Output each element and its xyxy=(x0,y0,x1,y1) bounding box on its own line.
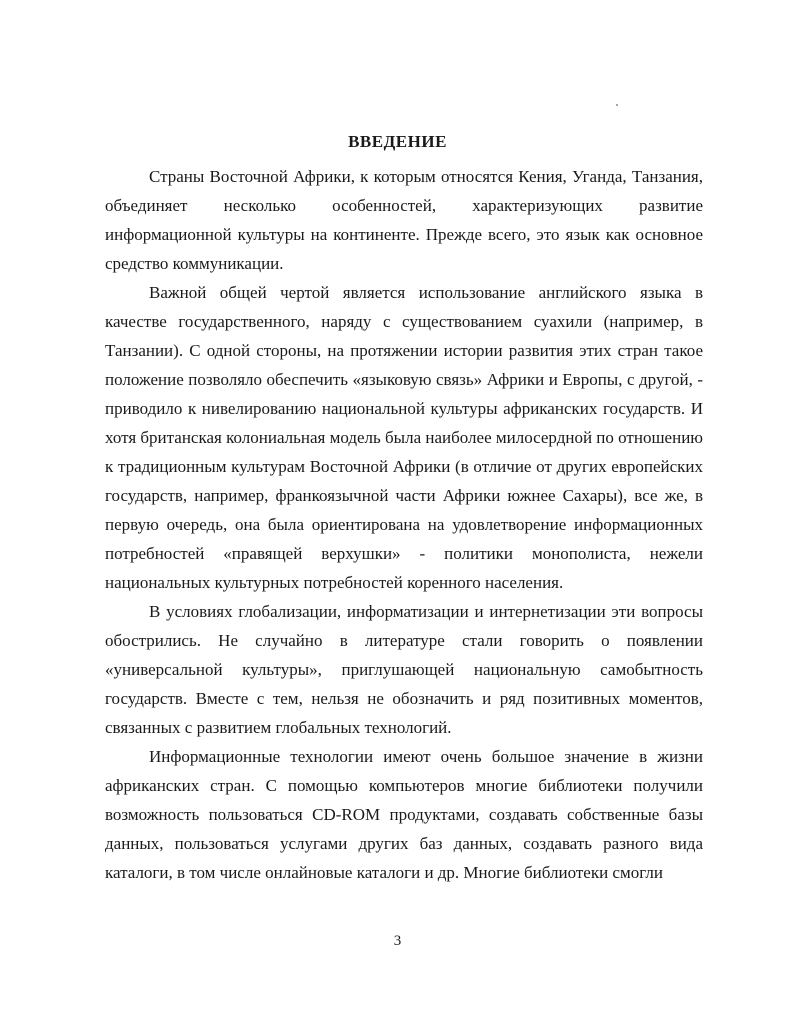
paragraph-2: Важной общей чертой является использование английского языка в качестве государственного, наряду с существованием суахили (например, в Танзании). С одной стороны, на протяжении истории развития этих стран такое положение позволяло обеспечить «языковую связь» Африки и Европы, с другой, - приводило к нивелированию национальной культуры африканских государств. И хотя британская колониальная модель была наиболее милосердной по отношению к традиционным культурам Восточной Африки (в отличие от других европейских государств, например, франкоязычной части Африки южнее Сахары), все же, в первую очередь, она была ориентирована на удовлетворение информационных потребностей «правящей верхушки» - политики монополиста, нежели национальных культурных потребностей коренного населения. xyxy=(105,283,703,592)
paragraph-1: Страны Восточной Африки, к которым относятся Кения, Уганда, Танзания, объединяет несколько особенностей, характеризующих развитие информационной культуры на континенте. Прежде всего, это язык как основное средство коммуникации. xyxy=(105,167,703,273)
page-number: 3 xyxy=(393,933,402,949)
paragraph-4: Информационные технологии имеют очень большое значение в жизни африканских стран. С помощью компьютеров многие библиотеки получили возможность пользоваться CD-ROM продуктами, создавать собственные базы данных, пользоваться услугами других баз данных, создавать разного вида каталоги, в том числе онлайновые каталоги и др. Многие библиотеки смогли xyxy=(105,747,703,882)
paragraph-3: В условиях глобализации, информатизации и интернетизации эти вопросы обострились. Не случайно в литературе стали говорить о появлении «универсальной культуры», приглушающей национальную самобытность государств. Вместе с тем, нельзя не обозначить и ряд позитивных моментов, связанных с развитием глобальных технологий. xyxy=(105,602,703,737)
scan-speck xyxy=(616,104,618,106)
body-text xyxy=(105,162,703,887)
page-title: ВВЕДЕНИЕ xyxy=(348,132,447,151)
